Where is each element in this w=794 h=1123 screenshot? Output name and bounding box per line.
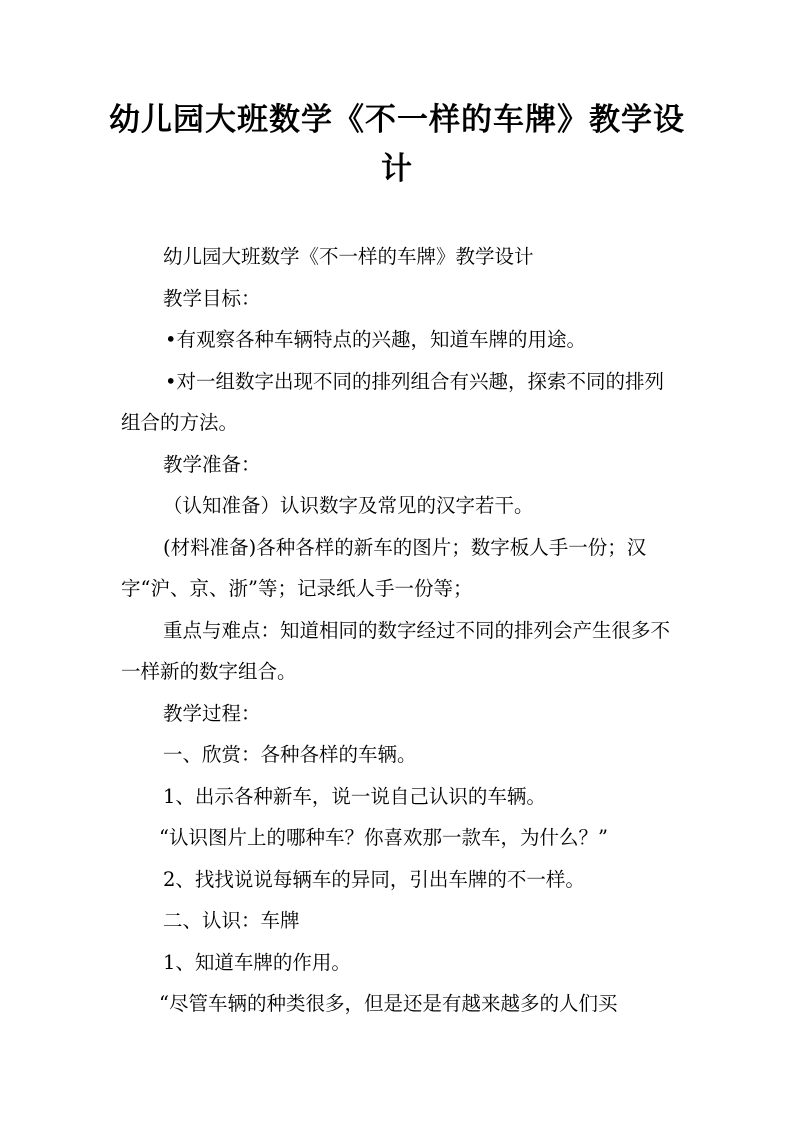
document-title: 幼儿园大班数学《不一样的车牌》教学设计	[109, 102, 685, 187]
paragraph-step-1-2: 2、找找说说每辆车的异同，引出车牌的不一样。	[163, 867, 585, 891]
paragraph-section-2: 二、认识：车牌	[163, 909, 300, 932]
paragraph-heading: 幼儿园大班数学《不一样的车牌》教学设计	[163, 245, 534, 268]
paragraph-step-2-1: 1、知道车牌的作用。	[163, 950, 351, 974]
paragraph-prep-cognitive: （认知准备）认识数字及常见的汉字若干。	[163, 494, 534, 517]
paragraph-section-1: 一、欣赏：各种各样的车辆。	[163, 743, 417, 766]
paragraph-goal-1: •有观察各种车辆特点的兴趣，知道车牌的用途。	[165, 328, 587, 351]
paragraph-key-points: 重点与难点：知道相同的数字经过不同的排列会产生很多不一样新的数字组合。	[121, 618, 671, 683]
paragraph-prep-label: 教学准备：	[163, 452, 261, 476]
paragraph-quote-1: “认识图片上的哪种车？你喜欢那一款车，为什么？”	[159, 826, 608, 849]
paragraph-goal-2: •对一组数字出现不同的排列组合有兴趣，探索不同的排列组合的方法。	[121, 369, 665, 434]
paragraph-prep-materials: (材料准备)各种各样的新车的图片；数字板人手一份；汉字“沪、京、浙”等；记录纸人手一份等；	[121, 535, 647, 600]
paragraph-step-1-1: 1、出示各种新车，说一说自己认识的车辆。	[163, 784, 546, 808]
paragraph-quote-2: “尽管车辆的种类很多，但是还是有越来越多的人们买	[159, 992, 618, 1015]
paragraph-process-label: 教学过程：	[163, 701, 261, 725]
document-body	[121, 236, 681, 1025]
paragraph-goals-label: 教学目标：	[163, 286, 261, 310]
